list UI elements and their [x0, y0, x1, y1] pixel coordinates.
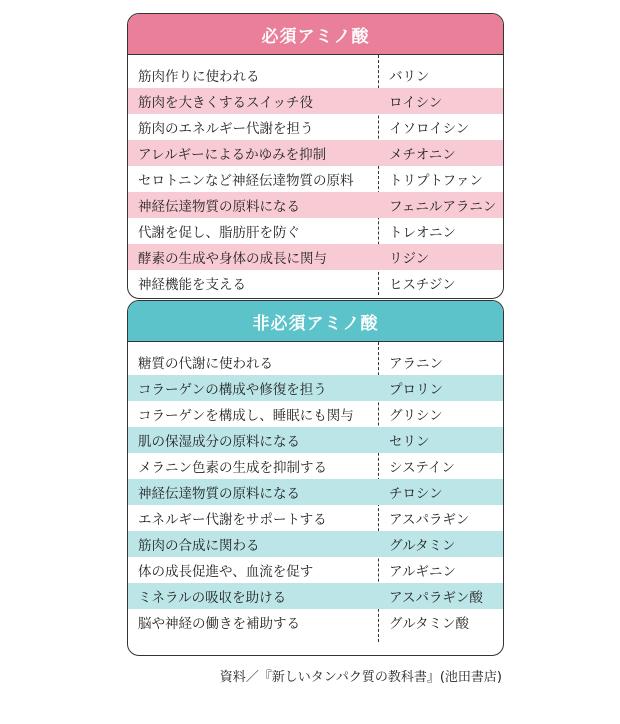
amino-acid-name: イソロイシン — [389, 121, 470, 137]
row-description: 筋肉の合成に関わる — [138, 538, 260, 554]
amino-acid-name: メチオニン — [389, 147, 456, 163]
nonessential-rows — [128, 342, 503, 635]
nonessential-card-title: 非必須アミノ酸 — [128, 301, 503, 342]
table-row — [128, 401, 503, 427]
row-description: 神経伝達物質の原料になる — [138, 486, 300, 502]
table-row — [128, 349, 503, 375]
amino-acid-name: グリシン — [389, 408, 443, 424]
row-description: 筋肉のエネルギー代謝を担う — [138, 121, 314, 137]
table-row — [128, 453, 503, 479]
table-row — [128, 88, 503, 114]
table-row — [128, 62, 503, 88]
table-row — [128, 375, 503, 401]
row-description: コラーゲンの構成や修復を担う — [138, 382, 327, 398]
table-row — [128, 218, 503, 244]
table-row — [128, 505, 503, 531]
row-description: アレルギーによるかゆみを抑制 — [138, 147, 327, 163]
row-description: エネルギー代謝をサポートする — [138, 512, 327, 528]
essential-amino-acids-card — [127, 13, 504, 299]
essential-rows — [128, 55, 503, 296]
amino-acid-name: アスパラギン — [389, 512, 470, 528]
row-description: メラニン色素の生成を抑制する — [138, 460, 327, 476]
amino-acid-name: グルタミン — [389, 538, 456, 554]
amino-acid-name: チロシン — [389, 486, 443, 502]
row-description: セロトニンなど神経伝達物質の原料 — [138, 173, 354, 189]
table-row — [128, 166, 503, 192]
amino-acid-name: バリン — [389, 69, 430, 85]
row-description: 筋肉を大きくするスイッチ役 — [138, 95, 313, 111]
amino-acid-name: アラニン — [389, 356, 443, 372]
row-description: 肌の保湿成分の原料になる — [138, 434, 300, 450]
amino-acid-name: トリプトファン — [389, 173, 483, 189]
row-description: 糖質の代謝に使われる — [138, 356, 273, 372]
amino-acid-name: フェニルアラニン — [389, 199, 497, 215]
row-description: 神経機能を支える — [138, 277, 246, 293]
amino-acid-name: アスパラギン酸 — [389, 590, 483, 606]
amino-acid-name: リジン — [389, 251, 430, 267]
table-row — [128, 192, 503, 218]
amino-acid-name: システイン — [389, 460, 455, 476]
row-description: コラーゲンを構成し、睡眠にも関与 — [138, 408, 354, 424]
table-row — [128, 114, 503, 140]
row-description: 脳や神経の働きを補助する — [138, 616, 300, 632]
row-description: 酵素の生成や身体の成長に関与 — [138, 251, 327, 267]
table-row — [128, 244, 503, 270]
amino-acid-name: トレオニン — [389, 225, 456, 241]
amino-acid-name: ヒスチジン — [389, 277, 456, 293]
table-row — [128, 531, 503, 557]
amino-acid-name: セリン — [389, 434, 430, 450]
amino-acid-name: グルタミン酸 — [389, 616, 470, 632]
row-description: 代謝を促し、脂肪肝を防ぐ — [138, 225, 300, 241]
row-description: 体の成長促進や、血流を促す — [138, 564, 314, 580]
table-row — [128, 479, 503, 505]
table-row — [128, 557, 503, 583]
table-row — [128, 140, 503, 166]
source-citation: 資料／『新しいタンパク質の教科書』(池田書店) — [219, 670, 502, 685]
amino-acid-name: プロリン — [389, 382, 443, 398]
table-row — [128, 427, 503, 453]
amino-acid-name: アルギニン — [389, 564, 456, 580]
nonessential-amino-acids-card — [127, 300, 504, 656]
table-row — [128, 270, 503, 296]
essential-card-title: 必須アミノ酸 — [128, 14, 503, 55]
row-description: 神経伝達物質の原料になる — [138, 199, 300, 215]
amino-acid-name: ロイシン — [389, 95, 443, 111]
table-row — [128, 583, 503, 609]
row-description: 筋肉作りに使われる — [138, 69, 260, 85]
table-row — [128, 609, 503, 635]
row-description: ミネラルの吸収を助ける — [138, 590, 287, 606]
